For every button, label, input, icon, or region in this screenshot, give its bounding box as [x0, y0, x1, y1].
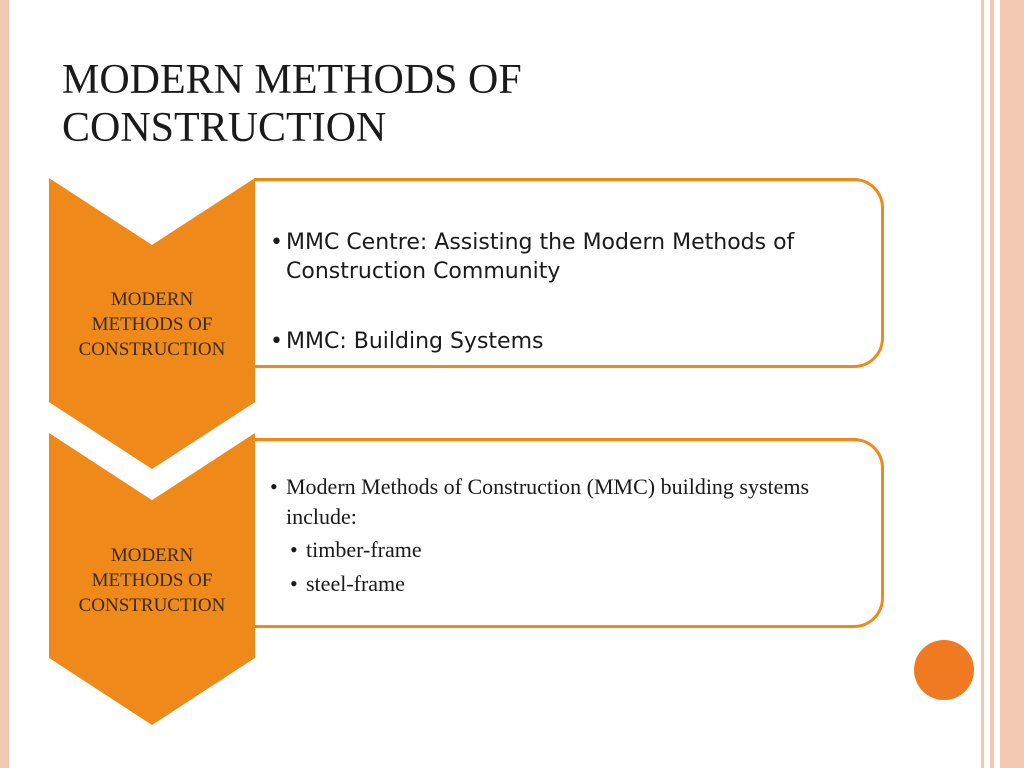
bullet-item: [270, 327, 876, 356]
bullet-item: [270, 472, 846, 532]
sub-bullet-text: timber-frame: [306, 537, 422, 562]
slide-title: [62, 56, 942, 152]
slide-title-line: CONSTRUCTION: [62, 105, 387, 151]
slide-title-line: MODERN METHODS OF: [62, 57, 522, 103]
chevron-label-line: METHODS OF: [91, 570, 213, 591]
left-border-stripe: [0, 0, 9, 768]
chevron-label-line: CONSTRUCTION: [78, 595, 226, 616]
bullet-dot: •: [270, 329, 283, 354]
bullet-text: MMC Centre: Assisting the Modern Methods of Construction Community: [286, 230, 795, 284]
bullet-text: Modern Methods of Construction (MMC) building systems include:: [286, 474, 810, 529]
chevron-label-2: [49, 543, 255, 618]
decorative-circle: [914, 640, 974, 700]
bullet-dot: •: [270, 474, 278, 499]
bullet-dot: •: [290, 537, 298, 562]
chevron-label-1: [49, 287, 255, 362]
bullet-item: [270, 228, 876, 286]
bullet-text: MMC: Building Systems: [286, 329, 544, 354]
right-border-stripe: [1000, 0, 1024, 768]
content-panel-2: [254, 438, 884, 628]
chevron-label-line: MODERN: [110, 545, 194, 566]
bullet-dot: •: [270, 230, 283, 255]
chevron-label-line: CONSTRUCTION: [78, 339, 226, 360]
sub-bullet-item: [290, 535, 866, 565]
sub-bullet-item: [290, 569, 866, 599]
chevron-label-line: METHODS OF: [91, 314, 213, 335]
bullet-dot: •: [290, 571, 298, 596]
chevron-label-line: MODERN: [110, 289, 194, 310]
sub-bullet-text: steel-frame: [306, 571, 405, 596]
